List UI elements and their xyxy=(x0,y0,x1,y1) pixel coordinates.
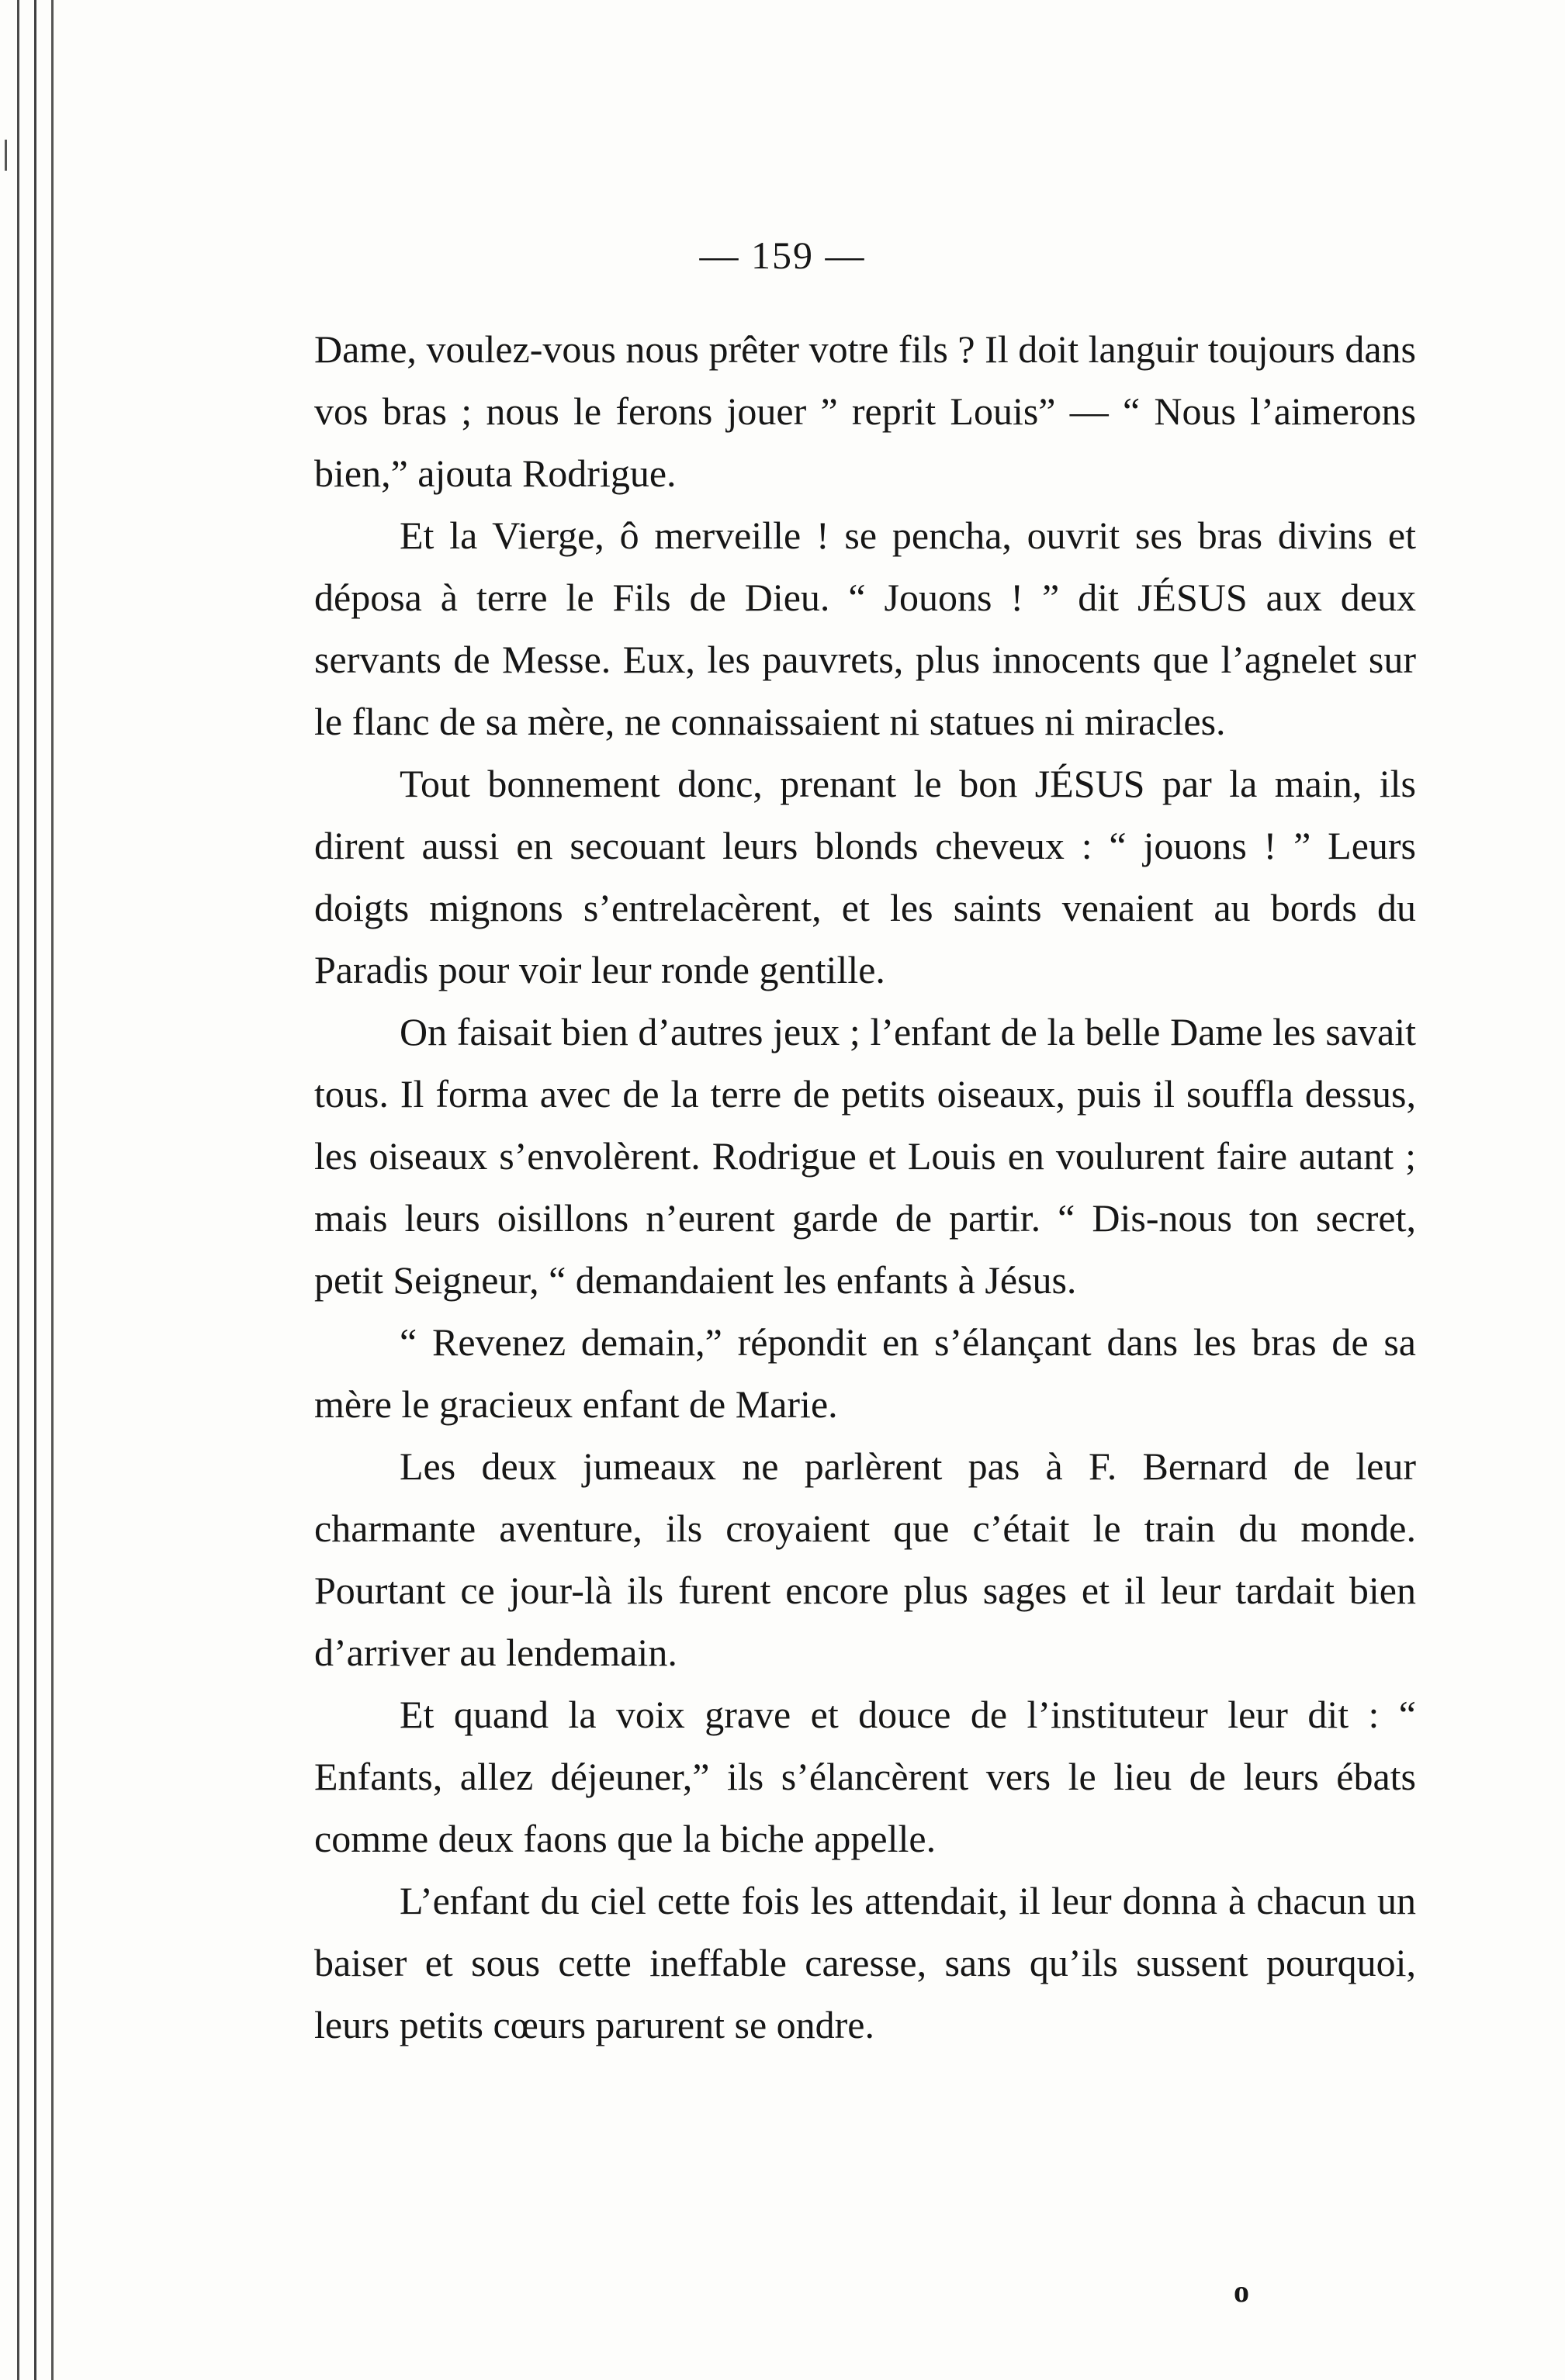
binding-edge-line xyxy=(51,0,54,2380)
paragraph: Et quand la voix grave et douce de l’instituteur leur dit : “ Enfants, allez déjeuner,” ils s’élancèrent vers le lieu de leurs ébats comme deux faons que la biche appelle. xyxy=(314,1693,1416,1860)
binding-edge-line xyxy=(17,0,19,2380)
binding-edge-line xyxy=(34,0,36,2380)
paragraph: Les deux jumeaux ne parlèrent pas à F. Bernard de leur charmante aventure, ils croyaient que c’était le train du monde. Pourtant ce jour-là ils furent encore plus sages et il leur tardait bien d’arriver au lendemain. xyxy=(314,1444,1416,1674)
paragraph: Dame, voulez-vous nous prêter votre fils ? Il doit languir toujours dans vos bras ; nous le ferons jouer ” reprit Louis” — “ Nous l’aimerons bien,” ajouta Rodrigue. xyxy=(314,327,1416,495)
page-number: — 159 — xyxy=(699,234,866,277)
paragraph: Et la Vierge, ô merveille ! se pencha, ouvrit ses bras divins et déposa à terre le Fils de Dieu. “ Jouons ! ” dit JÉSUS aux deux servants de Messe. Eux, les pauvrets, plus innocents que l’agnelet sur le flanc de sa mère, ne connaissaient ni statues ni miracles. xyxy=(314,514,1416,743)
footer-mark: o xyxy=(1234,2274,1249,2309)
body-text xyxy=(314,318,1416,2056)
paragraph: L’enfant du ciel cette fois les attendait, il leur donna à chacun un baiser et sous cette ineffable caresse, sans qu’ils sussent pourquoi, leurs petits cœurs parurent se ondre. xyxy=(314,1879,1416,2046)
paragraph: On faisait bien d’autres jeux ; l’enfant de la belle Dame les savait tous. Il forma avec de la terre de petits oiseaux, puis il souffla dessus, les oiseaux s’envolèrent. Rodrigue et Louis en voulurent faire autant ; mais leurs oisillons n’eurent garde de partir. “ Dis-nous ton secret, petit Seigneur, “ demandaient les enfants à Jésus. xyxy=(314,1010,1416,1302)
paragraph: “ Revenez demain,” répondit en s’élançant dans les bras de sa mère le gracieux enfant de Marie. xyxy=(314,1320,1416,1426)
binding-edge-mark xyxy=(5,140,7,171)
paragraph: Tout bonnement donc, prenant le bon JÉSUS par la main, ils dirent aussi en secouant leurs blonds cheveux : “ jouons ! ” Leurs doigts mignons s’entrelacèrent, et les saints venaient au bords du Paradis pour voir leur ronde gentille. xyxy=(314,762,1416,991)
